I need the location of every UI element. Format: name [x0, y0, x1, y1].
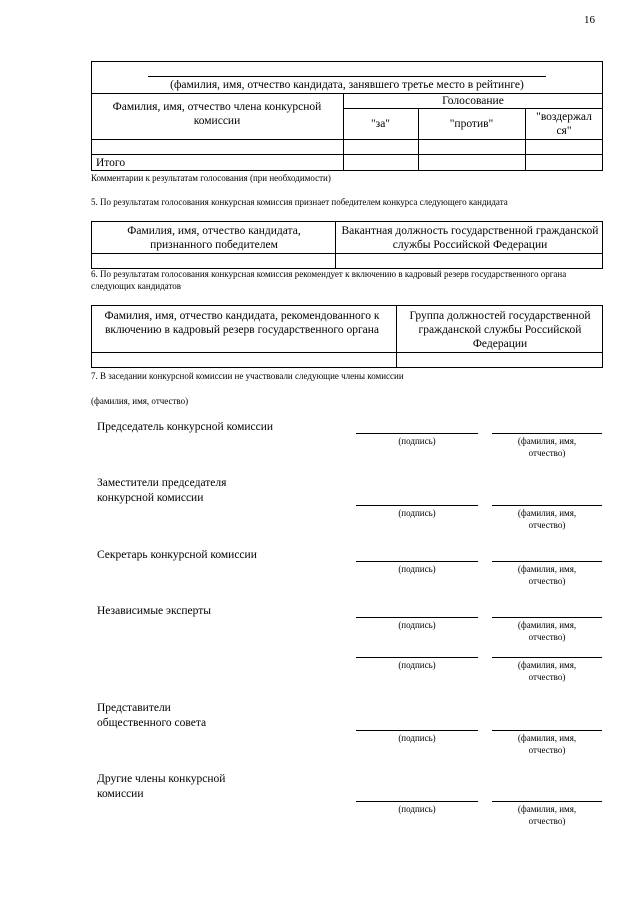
total-label: Итого	[96, 157, 126, 169]
vacancy-header: Вакантная должность государственной гражданской службы Российской Федерации	[341, 225, 599, 251]
third-place-name-line	[148, 76, 546, 77]
vote-abstain-header: "воздержал ся"	[536, 111, 592, 137]
name-line	[492, 617, 602, 618]
item-6: 6. По результатам голосования конкурсная комиссия рекомендует к включению в кадровый резерв государственного органа следующих кандидатов	[91, 269, 567, 291]
third-place-caption: (фамилия, имя, отчество кандидата, занявшего третье место в рейтинге)	[170, 79, 524, 91]
name-line	[492, 433, 602, 434]
name-caption: (фамилия, имя, отчество)	[517, 436, 577, 458]
signature-line	[356, 617, 478, 618]
signature-line	[356, 657, 478, 658]
signature-caption: (подпись)	[398, 733, 436, 743]
public-council-label: Представители общественного совета	[97, 702, 207, 729]
signature-line	[356, 801, 478, 802]
item-5: 5. По результатам голосования конкурсная комиссия признает победителем конкурса следующего кандидата	[91, 197, 508, 207]
name-caption: (фамилия, имя, отчество)	[517, 660, 577, 682]
name-line	[492, 657, 602, 658]
member-header: Фамилия, имя, отчество члена конкурсной комиссии	[112, 101, 322, 127]
chairman-label: Председатель конкурсной комиссии	[97, 421, 274, 433]
vote-against-header: "против"	[449, 118, 494, 130]
comments-label: Комментарии к результатам голосования (при необходимости)	[91, 173, 331, 183]
name-line	[492, 801, 602, 802]
name-caption: (фамилия, имя, отчество)	[517, 508, 577, 530]
signature-caption: (подпись)	[398, 564, 436, 574]
signature-line	[356, 561, 478, 562]
vote-for-header: "за"	[370, 118, 391, 130]
vote-header: Голосование	[442, 95, 504, 107]
signature-caption: (подпись)	[398, 508, 436, 518]
name-caption: (фамилия, имя, отчество)	[517, 620, 577, 642]
secretary-label: Секретарь конкурсной комиссии	[97, 549, 257, 561]
name-line	[492, 561, 602, 562]
item-7: 7. В заседании конкурсной комиссии не участвовали следующие члены комиссии	[91, 371, 404, 381]
signature-caption: (подпись)	[398, 804, 436, 814]
signature-caption: (подпись)	[398, 620, 436, 630]
name-caption: (фамилия, имя, отчество)	[517, 804, 577, 826]
experts-label: Независимые эксперты	[97, 605, 211, 617]
other-members-label: Другие члены конкурсной комиссии	[97, 773, 226, 800]
signature-line	[356, 433, 478, 434]
deputies-label: Заместители председателя конкурсной комиссии	[97, 477, 227, 504]
signature-line	[356, 730, 478, 731]
name-caption: (фамилия, имя, отчество)	[517, 733, 577, 755]
page-number: 16	[584, 14, 595, 26]
reserve-name-header: Фамилия, имя, отчество кандидата, рекомендованного к включению в кадровый резерв государственного органа	[104, 310, 380, 336]
name-caption: (фамилия, имя, отчество)	[517, 564, 577, 586]
signature-caption: (подпись)	[398, 660, 436, 670]
name-line	[492, 505, 602, 506]
position-group-header: Группа должностей государственной гражданской службы Российской Федерации	[409, 310, 591, 350]
absent-members-caption: (фамилия, имя, отчество)	[91, 396, 189, 406]
name-line	[492, 730, 602, 731]
signature-line	[356, 505, 478, 506]
signature-caption: (подпись)	[398, 436, 436, 446]
winner-name-header: Фамилия, имя, отчество кандидата, признанного победителем	[127, 225, 301, 251]
